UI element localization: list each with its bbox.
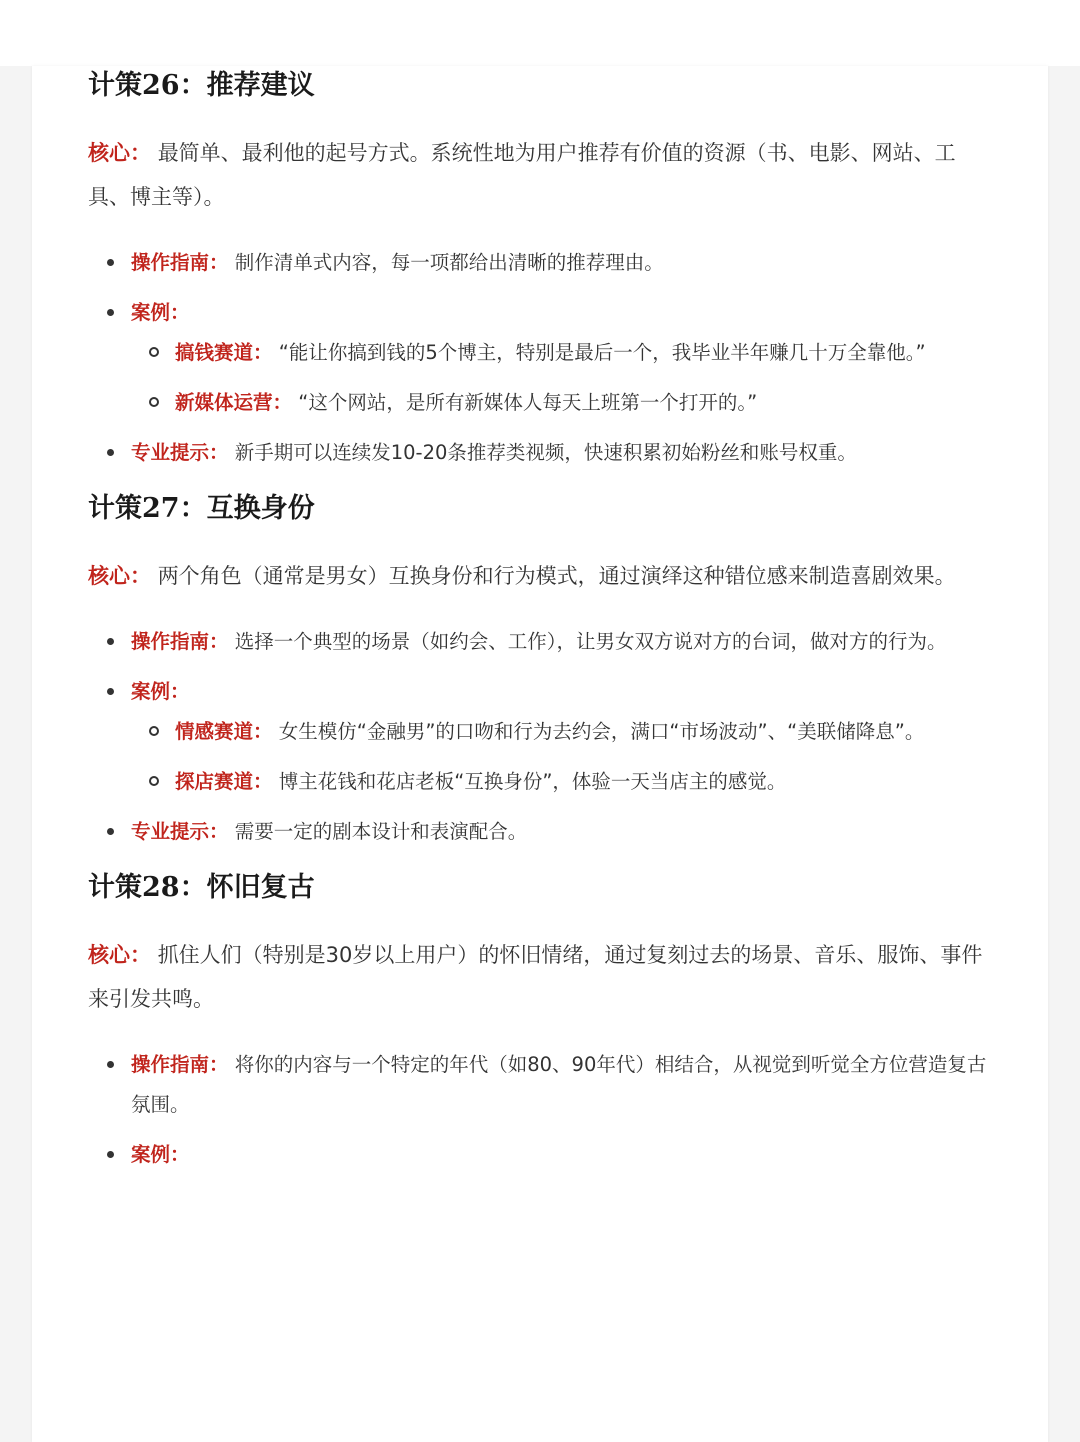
bullet-list [88,1045,993,1175]
section-28 [88,868,993,1175]
top-strip [0,0,1080,66]
case-item [131,762,993,802]
section-26 [88,66,993,473]
guide-text: 选择一个典型的场景（如约会、工作），让男女双方说对方的台词，做对方的行为。 [234,630,947,653]
case-list [131,712,993,802]
core-label: 核心： [88,141,151,165]
core-paragraph [88,933,993,1021]
case-item [131,333,993,373]
case-item-label: 探店赛道： [175,770,273,793]
case-item [131,383,993,423]
tip-label: 专业提示： [131,441,229,464]
guide-label: 操作指南： [131,251,229,274]
case-item-text: “这个网站，是所有新媒体人每天上班第一个打开的。” [298,391,758,414]
article-content [88,66,993,1175]
case-label: 案例： [131,1143,190,1166]
core-text: 两个角色（通常是男女）互换身份和行为模式，通过演绎这种错位感来制造喜剧效果。 [157,564,956,588]
case-item-label: 情感赛道： [175,720,273,743]
case-item-text: “能让你搞到钱的5个博主，特别是最后一个，我毕业半年赚几十万全靠他。” [278,341,926,364]
tip-text: 需要一定的剧本设计和表演配合。 [234,820,528,843]
case-list [131,333,993,423]
section-27 [88,489,993,852]
list-item-guide [88,622,993,662]
case-item [131,712,993,752]
guide-label: 操作指南： [131,1053,229,1076]
bullet-list [88,622,993,852]
case-label: 案例： [131,301,190,324]
case-item-label: 新媒体运营： [175,391,293,414]
case-item-text: 博主花钱和花店老板“互换身份”，体验一天当店主的感觉。 [278,770,787,793]
list-item-cases [88,1135,993,1175]
section-title: 计策28：怀旧复古 [88,872,315,903]
core-text: 抓住人们（特别是30岁以上用户）的怀旧情绪，通过复刻过去的场景、音乐、服饰、事件来引发共鸣。 [88,943,983,1011]
list-item-guide [88,1045,993,1125]
list-item-cases [88,672,993,802]
case-item-label: 搞钱赛道： [175,341,273,364]
guide-label: 操作指南： [131,630,229,653]
section-title: 计策26：推荐建议 [88,70,315,101]
case-label: 案例： [131,680,190,703]
guide-text: 将你的内容与一个特定的年代（如80、90年代）相结合，从视觉到听觉全方位营造复古氛围。 [131,1053,987,1116]
core-paragraph [88,131,993,219]
tip-text: 新手期可以连续发10-20条推荐类视频，快速积累初始粉丝和账号权重。 [234,441,857,464]
core-text: 最简单、最利他的起号方式。系统性地为用户推荐有价值的资源（书、电影、网站、工具、博主等）。 [88,141,956,209]
core-paragraph [88,554,993,598]
list-item-guide [88,243,993,283]
case-item-text: 女生模仿“金融男”的口吻和行为去约会，满口“市场波动”、“美联储降息”。 [278,720,925,743]
core-label: 核心： [88,564,151,588]
list-item-tip [88,812,993,852]
core-label: 核心： [88,943,151,967]
bullet-list [88,243,993,473]
section-title: 计策27：互换身份 [88,493,315,524]
guide-text: 制作清单式内容，每一项都给出清晰的推荐理由。 [234,251,664,274]
tip-label: 专业提示： [131,820,229,843]
list-item-tip [88,433,993,473]
list-item-cases [88,293,993,423]
